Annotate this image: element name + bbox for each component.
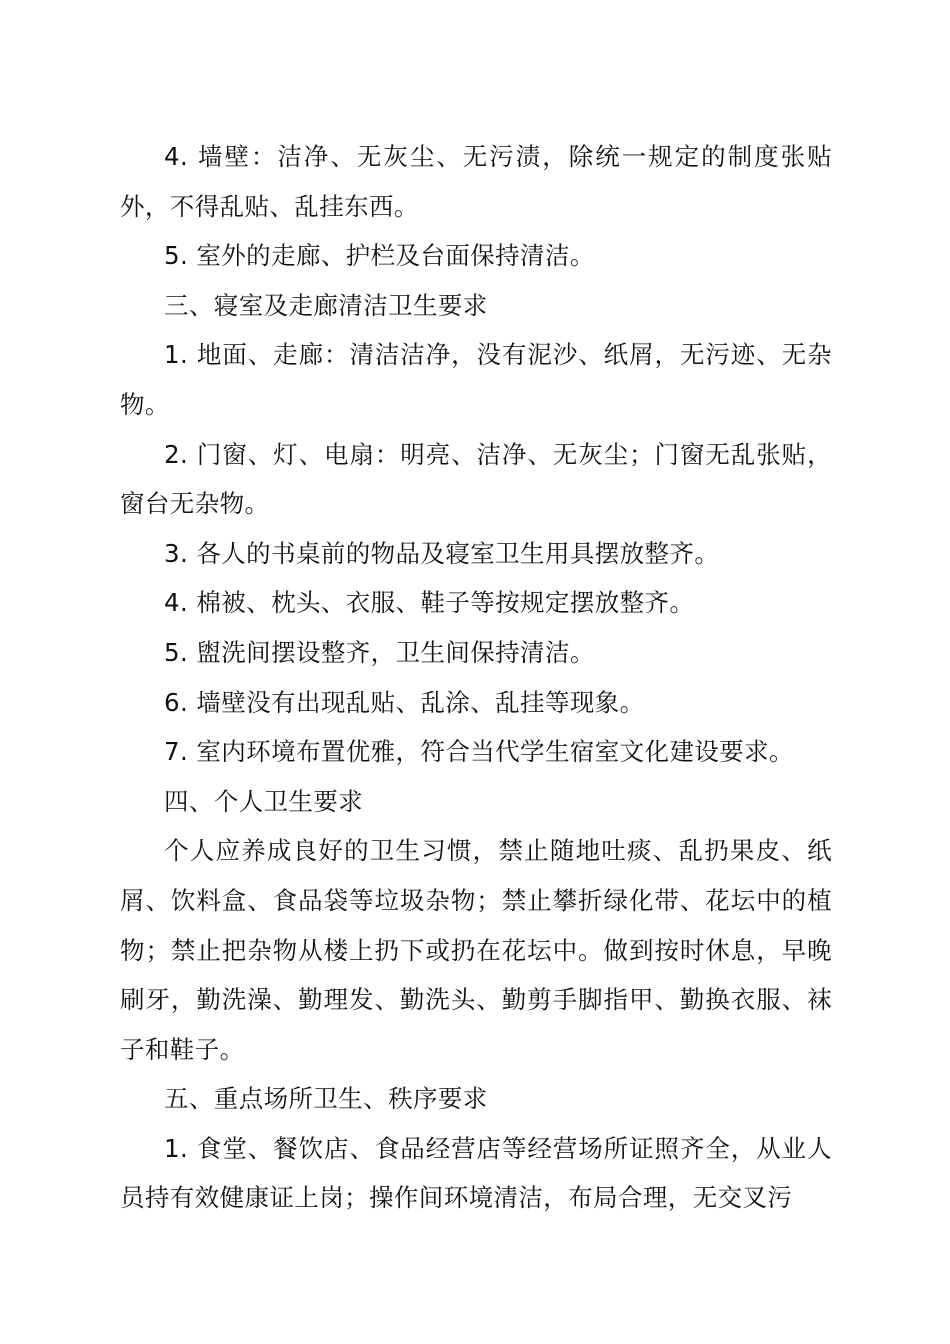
paragraph-wall-marks: 6. 墙壁没有出现乱贴、乱涂、乱挂等现象。: [164, 687, 645, 717]
paragraph-outdoor-corridor: 5. 室外的走廊、护栏及台面保持清洁。: [164, 241, 595, 271]
paragraph-wall-cleanliness: 4. 墙壁：洁净、无灰尘、无污渍，除统一规定的制度张贴外，不得乱贴、乱挂东西。: [120, 142, 832, 221]
paragraph-desk-items: 3. 各人的书桌前的物品及寝室卫生用具摆放整齐。: [164, 538, 720, 568]
section-heading-personal-hygiene: 四、个人卫生要求: [164, 786, 364, 816]
paragraph-doors-windows: 2. 门窗、灯、电扇：明亮、洁净、无灰尘；门窗无乱张贴，窗台无杂物。: [120, 439, 832, 519]
paragraph-bedding: 4. 棉被、枕头、衣服、鞋子等按规定摆放整齐。: [164, 588, 695, 618]
section-heading-key-places: 五、重点场所卫生、秩序要求: [164, 1084, 488, 1114]
paragraph-personal-habits: 个人应养成良好的卫生习惯，禁止随地吐痰、乱扔果皮、纸屑、饮料盒、食品袋等垃圾杂物；禁止攀折绿化带、花坛中的植物；禁止把杂物从楼上扔下或扔在花坛中。做到按时休息，早晚刷牙，勤洗澡、勤理发、勤洗头、勤剪手脚指甲、勤换衣服、袜子和鞋子。: [120, 836, 832, 1064]
paragraph-floor-corridor: 1. 地面、走廊：清洁洁净，没有泥沙、纸屑，无污迹、无杂物。: [120, 340, 832, 419]
paragraph-room-environment: 7. 室内环境布置优雅，符合当代学生宿室文化建设要求。: [164, 737, 794, 767]
paragraph-washroom: 5. 盥洗间摆设整齐，卫生间保持清洁。: [164, 637, 595, 667]
section-heading-dormitory: 三、寝室及走廊清洁卫生要求: [164, 290, 488, 320]
paragraph-canteen: 1. 食堂、餐饮店、食品经营店等经营场所证照齐全，从业人员持有效健康证上岗；操作间环境清洁，布局合理，无交叉污: [120, 1133, 832, 1213]
document-page: [120, 132, 832, 1223]
